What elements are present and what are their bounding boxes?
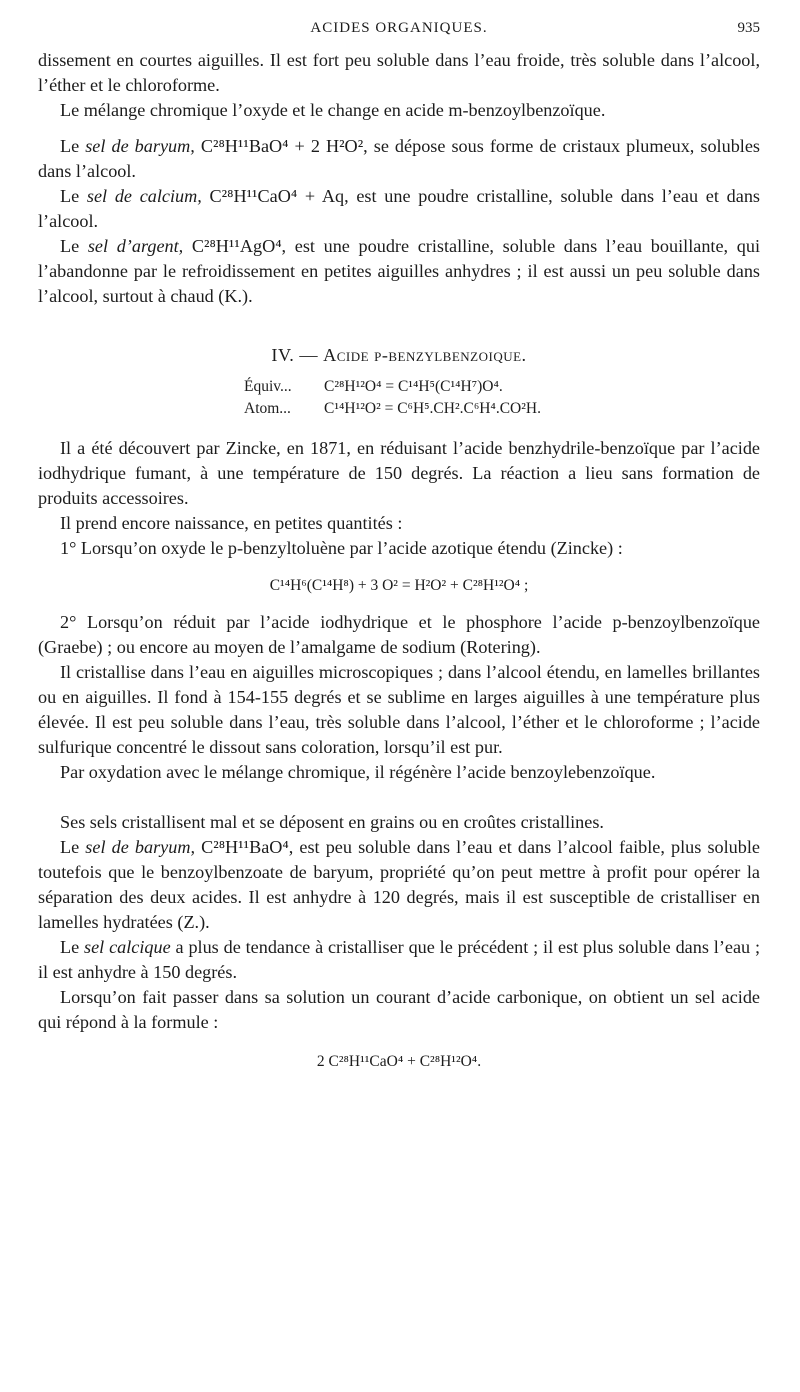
salt-paragraph-silver: Le sel d’argent, C²⁸H¹¹AgO⁴, est une poudre cristalline, soluble dans l’eau bouillante, qui l’abandonne par le refroidissement en petites aiguilles anhydres ; il est aussi un peu soluble dans l’alcool, surtout à chaud (K.). <box>38 236 760 306</box>
document-page <box>38 18 760 1086</box>
paragraph: dissement en courtes aiguilles. Il est fort peu soluble dans l’eau froide, très soluble dans l’alcool, l’éther et le chloroforme. <box>38 50 760 95</box>
paragraph: 2° Lorsqu’on réduit par l’acide iodhydrique et le phosphore l’acide p-benzoylbenzoïque (Graebe) ; ou encore au moyen de l’amalgame de sodium (Rotering). <box>38 612 760 657</box>
salt-paragraph-calcium: Le sel calcique a plus de tendance à cristalliser que le précédent ; il est plus soluble dans l’eau ; il est anhydre à 150 degrés. <box>38 937 761 982</box>
salt-paragraph-barium: Le sel de baryum, C²⁸H¹¹BaO⁴, est peu soluble dans l’eau et dans l’alcool faible, plus soluble toutefois que le benzoylbenzoate de baryum, propriété qu’on peut mettre à profit pour opérer la séparation des deux acides. Il est anhydre à 120 degrés, mais il est susceptible de cristalliser en lamelles hydratées (Z.). <box>38 837 760 932</box>
paragraph: Il prend encore naissance, en petites quantités : <box>60 513 403 533</box>
equation: C¹⁴H⁶(C¹⁴H⁸) + 3 O² = H²O² + C²⁸H¹²O⁴ ; <box>269 577 529 594</box>
paragraph: 1° Lorsqu’on oxyde le p-benzyltoluène par l’acide azotique étendu (Zincke) : <box>60 538 623 558</box>
equation: 2 C²⁸H¹¹CaO⁴ + C²⁸H¹²O⁴. <box>316 1053 482 1070</box>
formula-row-atom <box>244 398 760 420</box>
section-heading <box>38 345 760 366</box>
paragraph: Il a été découvert par Zincke, en 1871, en réduisant l’acide benzhydrile-benzoïque par l’acide iodhydrique fumant, à une température de 150 degrés. La réaction a lieu sans formation de produits accessoires. <box>38 438 760 508</box>
salt-name: sel calcique <box>84 937 171 957</box>
paragraph: Le mélange chromique l’oxyde et le change en acide m-benzoylbenzoïque. <box>60 100 606 120</box>
formula-row-equiv <box>244 376 760 398</box>
formula-table <box>244 376 760 420</box>
salt-paragraph-barium: Le sel de baryum, C²⁸H¹¹BaO⁴ + 2 H²O², se dépose sous forme de cristaux plumeux, solubles dans l’alcool. <box>38 136 761 181</box>
salt-name: sel de baryum, <box>85 136 195 156</box>
section-title: Acide p-benzylbenzoique. <box>323 345 527 365</box>
running-title: ACIDES ORGANIQUES. <box>310 20 488 36</box>
section-number: IV. — <box>271 345 324 365</box>
paragraph: Il cristallise dans l’eau en aiguilles microscopiques ; dans l’alcool étendu, en lamelles brillantes ou en aiguilles. Il fond à 154-155 degrés et se sublime en larges aiguilles à une température plus élevée. Il est peu soluble dans l’eau, très soluble dans l’alcool, l’éther et le chloroforme ; l’acide sulfurique concentré le dissout sans coloration, lorsqu’il est pur. <box>38 662 760 757</box>
salt-name: sel d’argent, <box>87 236 184 256</box>
formula-label: Atom... <box>244 400 291 417</box>
page-header <box>38 18 760 48</box>
paragraph: Par oxydation avec le mélange chromique, il régénère l’acide benzoylebenzoïque. <box>60 762 656 782</box>
formula-value: C²⁸H¹²O⁴ = C¹⁴H⁵(C¹⁴H⁷)O⁴. <box>324 378 503 395</box>
salt-name: sel de calcium, <box>86 186 202 206</box>
formula-value: C¹⁴H¹²O² = C⁶H⁵.CH².C⁶H⁴.CO²H. <box>324 400 541 417</box>
salt-paragraph-calcium: Le sel de calcium, C²⁸H¹¹CaO⁴ + Aq, est une poudre cristalline, soluble dans l’eau et dans l’alcool. <box>38 186 760 231</box>
salt-name: sel de baryum, <box>85 837 195 857</box>
paragraph: Ses sels cristallisent mal et se déposent en grains ou en croûtes cristallines. <box>60 812 604 832</box>
formula-label: Équiv... <box>244 378 292 395</box>
paragraph: Lorsqu’on fait passer dans sa solution un courant d’acide carbonique, on obtient un sel acide qui répond à la formule : <box>38 987 760 1032</box>
page-number: 935 <box>737 20 760 36</box>
